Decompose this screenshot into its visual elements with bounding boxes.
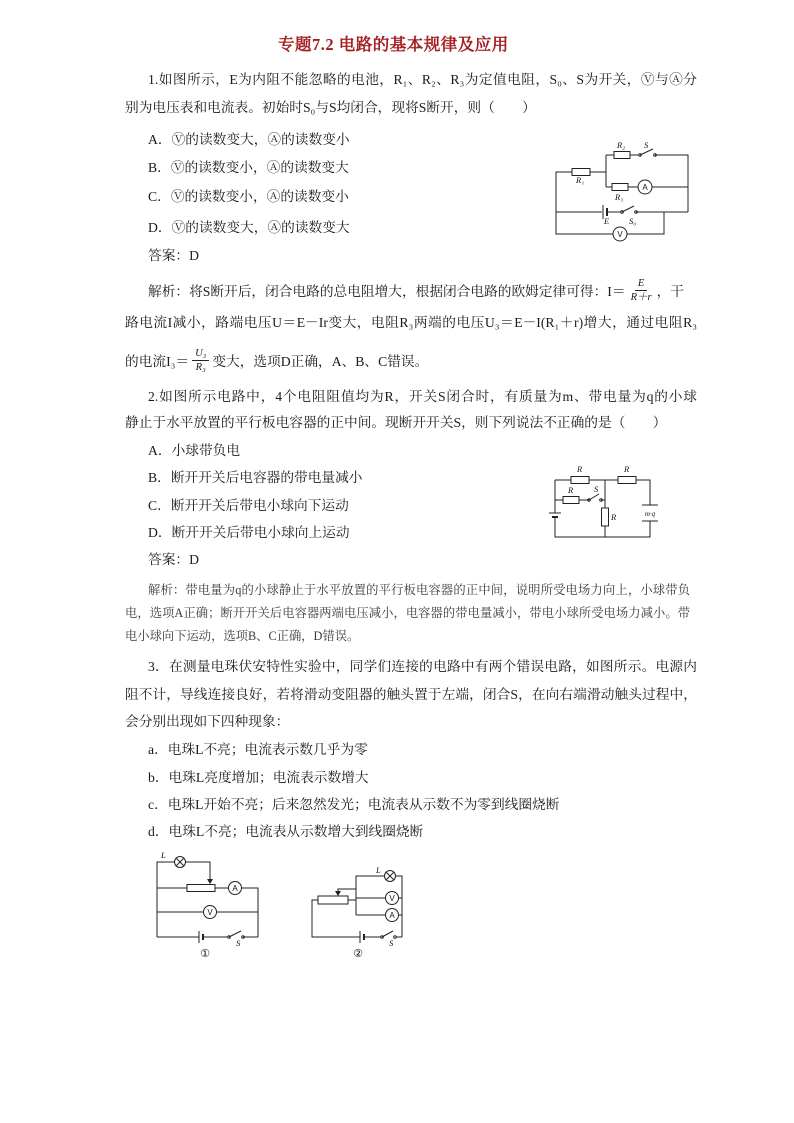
wires [312,876,402,937]
switch-s0 [621,206,638,213]
slider-arrow-icon [207,879,213,884]
rheostat [318,896,348,904]
voltmeter-icon [386,892,399,905]
circuit-figure-q1 [550,138,695,243]
ammeter-icon [386,909,399,922]
question-1-answer: 答案：D [148,248,199,263]
fraction-denominator: R＋r [630,291,652,303]
fraction [192,347,209,374]
question-1-analysis-line-3 [125,345,428,375]
resistor-inner [563,497,579,504]
question-1-option-d: D．Ⓥ的读数变大，Ⓐ的读数变大 [148,220,350,235]
question-2-answer: 答案：D [148,552,199,567]
question-3-stem-line-1: 3．在测量电珠伏安特性实验中，同学们连接的电路中有两个错误电路，如图所示。电源内 [148,659,697,674]
lamp-icon [385,871,396,882]
label-s: S [644,140,649,150]
label-r2: R₂ [617,140,626,150]
figure-number: ② [353,947,363,960]
battery-icon [549,513,561,517]
voltmeter-icon [204,906,217,919]
label-lamp: L [376,865,381,875]
resistor-middle [602,508,609,526]
analysis-text: ，干 [656,284,684,299]
wires [157,862,258,937]
question-3-phenomenon-b: b．电珠L亮度增加；电流表示数增大 [148,770,369,785]
question-1-analysis-line-1 [148,275,700,305]
page-title: 专题7.2 电路的基本规律及应用 [278,35,509,54]
question-3-phenomenon-a: a．电珠L不亮；电流表示数几乎为零 [148,742,368,757]
rheostat [187,885,215,892]
question-2-analysis-line-2: 电，选项A正确；断开开关后电容器两端电压减小，电容器的带电量减小，带电小球所受电场力减小。带 [125,606,690,620]
label-r3: R₃ [615,192,624,202]
ammeter-label: A [389,911,395,920]
analysis-text: 解析：将S断开后，闭合电路的总电阻增大，根据闭合电路的欧姆定律可得：I＝ [148,284,626,299]
question-1-stem-line-1: 1.如图所示，E为内阻不能忽略的电池，R₁、R₂、R₃为定值电阻，S₀、S为开关，Ⓥ与Ⓐ分 [148,72,697,87]
resistor-top-right [618,477,636,484]
switch-s [639,149,657,156]
voltmeter-label: V [207,908,213,917]
voltmeter-label: V [389,894,395,903]
question-1-analysis-line-2: 路电流I减小，路端电压U＝E－Ir变大，电阻R₃两端的电压U₃＝E－I(R₁＋r)增大，通过电阻R₃ [125,315,697,330]
circuit-figure-q3-1 [150,850,265,962]
resistor-r2 [614,152,630,159]
fraction-numerator: U₃ [192,347,209,361]
question-2-option-c: C．断开开关后带电小球向下运动 [148,498,349,513]
resistor-r3 [612,184,628,191]
label-charged-ball: m·q [644,510,656,518]
analysis-text: 变大，选项D正确，A、B、C错误。 [212,354,429,369]
label-lamp: L [161,850,166,860]
voltmeter-label: V [617,230,623,239]
voltmeter-icon [613,227,627,241]
switch-s [588,494,603,501]
question-3-phenomenon-c: c．电珠L开始不亮；后来忽然发光；电流表从示数不为零到线圈烧断 [148,797,560,812]
slider-arrow-icon [335,891,341,896]
fraction-denominator: R₃ [195,361,206,373]
question-3-stem-line-3: 会分别出现如下四种现象： [125,714,290,729]
label-r-top-left: R [577,464,583,474]
question-2-analysis-line-3: 电小球向下运动，选项B、C正确，D错误。 [125,629,360,643]
label-r-middle: R [611,512,617,522]
question-2-analysis-line-1: 解析：带电量为q的小球静止于水平放置的平行板电容器的正中间，说明所受电场力向上，小球带负 [148,583,690,597]
question-1-stem-line-2: 别为电压表和电流表。初始时S₀与S均闭合，现将S断开，则（ ） [125,100,536,115]
label-s: S [594,484,599,494]
lamp-icon [175,857,186,868]
question-2-stem-line-2: 静止于水平放置的平行板电容器的正中间。现断开开关S，则下列说法不正确的是（ ） [125,415,667,430]
label-s: S [236,938,241,948]
circuit-figure-q2 [546,462,658,542]
label-s0: S₀ [629,216,637,226]
analysis-text: 的电流I₃＝ [125,354,190,369]
label-r-inner: R [568,485,574,495]
question-2-option-b: B．断开开关后电容器的带电量减小 [148,470,363,485]
ammeter-icon [229,882,242,895]
question-1-option-a: A．Ⓥ的读数变大，Ⓐ的读数变小 [148,132,350,147]
question-1-option-c: C．Ⓥ的读数变小，Ⓐ的读数变小 [148,189,349,204]
question-3-phenomenon-d: d．电珠L不亮；电流表从示数增大到线圈烧断 [148,824,424,839]
ammeter-label: A [642,183,648,192]
question-3-stem-line-2: 阻不计，导线连接良好，若将滑动变阻器的触头置于左端，闭合S，在向右端滑动触头过程中， [125,687,697,702]
question-2-stem-line-1: 2.如图所示电路中，4个电阻阻值均为R，开关S闭合时，有质量为m、带电量为q的小球 [148,389,697,404]
battery-icon [199,931,203,943]
figure-number: ① [200,947,210,960]
circuit-figure-q3-2 [305,865,410,962]
question-1-option-b: B．Ⓥ的读数变小，Ⓐ的读数变大 [148,160,349,175]
label-e: E [604,216,610,226]
fraction-numerator: E [635,277,647,291]
label-r-top-right: R [624,464,630,474]
fraction [629,277,654,304]
battery-icon [360,931,364,943]
question-2-option-a: A．小球带负电 [148,443,241,458]
label-s: S [389,938,394,948]
question-2-option-d: D．断开开关后带电小球向上运动 [148,525,350,540]
ammeter-label: A [232,884,238,893]
ammeter-icon [638,180,652,194]
label-r1: R₁ [576,175,585,185]
resistor-top-left [571,477,589,484]
